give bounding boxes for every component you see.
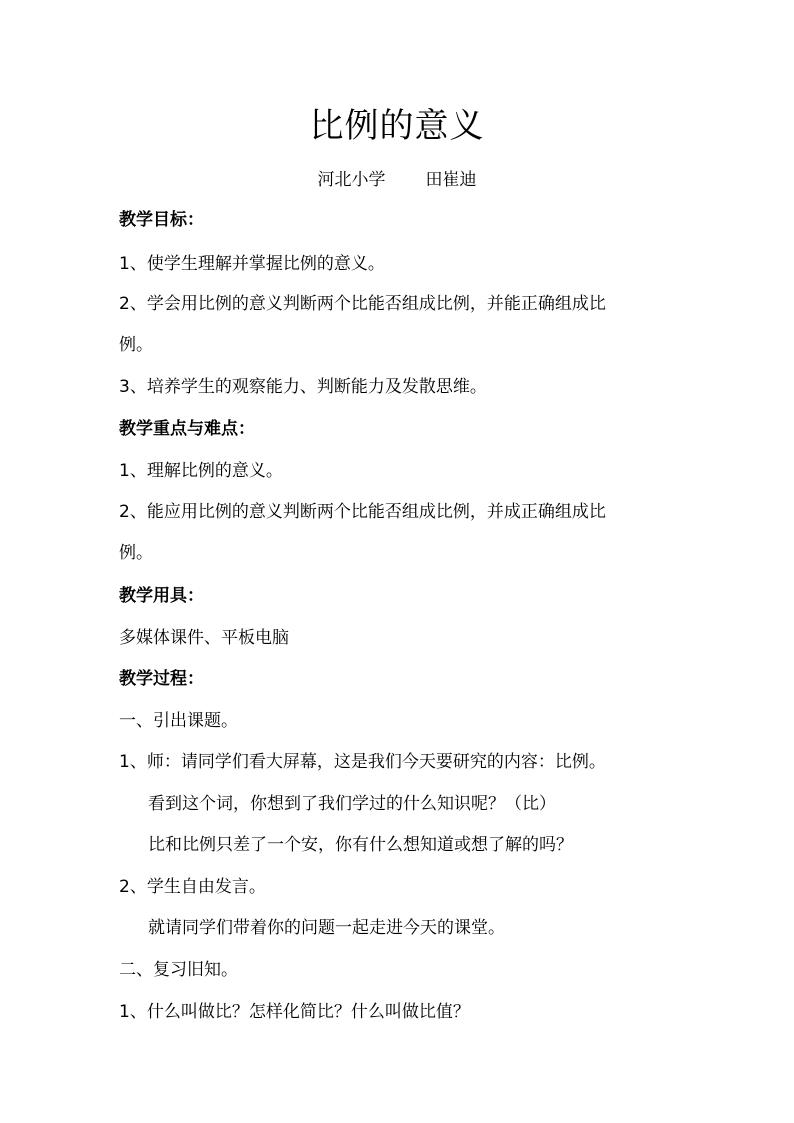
process-item-indented: 看到这个词，你想到了我们学过的什么知识呢？（比） [148,794,556,814]
document-title: 比例的意义 [309,106,485,146]
process-item-indented: 比和比例只差了一个安，你有什么想知道或想了解的吗？ [148,835,573,855]
section-heading-tools: 教学用具： [119,586,204,606]
author-name: 田崔迪 [425,170,477,190]
author-school: 河北小学 [317,170,386,190]
process-item-indented: 就请同学们带着你的问题一起走进今天的课堂。 [148,918,505,938]
section-heading-key-points: 教学重点与难点： [119,419,255,439]
section-heading-objectives: 教学目标： [119,210,204,230]
section-heading-process: 教学过程： [119,669,204,689]
tools-item: 多媒体课件、平板电脑 [119,628,289,648]
process-subheading: 二、复习旧知。 [119,960,238,980]
key-point-item: 2、能应用比例的意义判断两个比能否组成比例，并成正确组成比 [119,502,606,522]
objective-item: 1、使学生理解并掌握比例的意义。 [119,254,385,274]
process-item: 1、师：请同学们看大屏幕，这是我们今天要研究的内容：比例。 [119,752,606,772]
objective-item: 2、学会用比例的意义判断两个比能否组成比例，并能正确组成比 [119,294,606,314]
objective-item-continuation: 例。 [119,335,153,355]
author-line [0,166,794,194]
objective-item: 3、培养学生的观察能力、判断能力及发散思维。 [119,377,487,397]
key-point-item-continuation: 例。 [119,543,153,563]
key-point-item: 1、理解比例的意义。 [119,461,283,481]
process-subheading: 一、引出课题。 [119,711,238,731]
process-item: 1、什么叫做比？怎样化简比？什么叫做比值？ [119,1002,470,1022]
process-item: 2、学生自由发言。 [119,877,266,897]
